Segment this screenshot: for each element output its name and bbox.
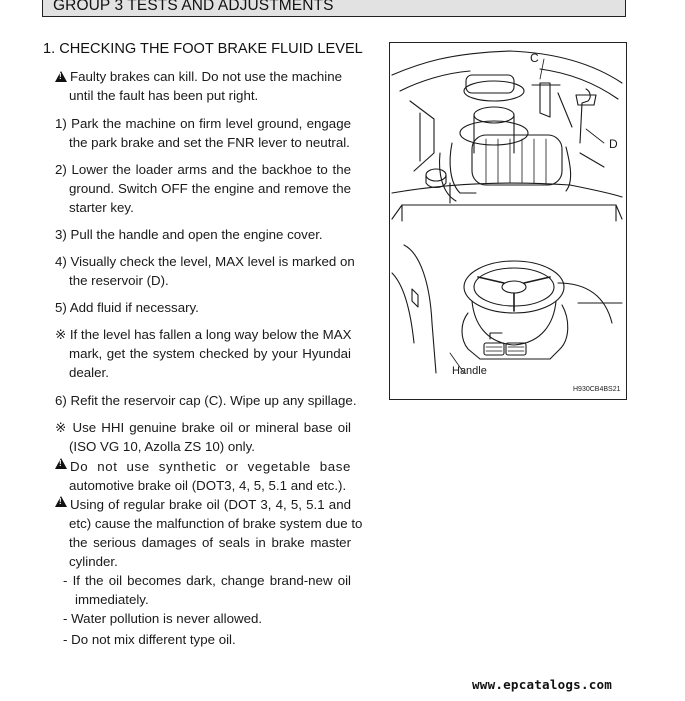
step-4-line: 4) Visually check the level, MAX level is marked on bbox=[55, 254, 355, 269]
dash-list-item: - If the oil becomes dark, change brand-new oil bbox=[63, 573, 351, 588]
step-1-line: 1) Park the machine on firm level ground, engage bbox=[55, 116, 351, 131]
warning-line: cylinder. bbox=[69, 554, 118, 569]
section-header-title: GROUP 3 TESTS AND ADJUSTMENTS bbox=[53, 0, 334, 14]
step-1-line: the park brake and set the FNR lever to neutral. bbox=[69, 135, 350, 150]
warning-triangle-icon bbox=[55, 458, 67, 469]
note-line: ※ If the level has fallen a long way below the MAX bbox=[55, 327, 352, 342]
engine-compartment-view bbox=[392, 51, 622, 221]
dash-list-item: - Do not mix different type oil. bbox=[63, 632, 236, 647]
warning-line: until the fault has been put right. bbox=[69, 88, 259, 103]
cab-floor-view bbox=[392, 245, 622, 373]
step-5-line: 5) Add fluid if necessary. bbox=[55, 300, 199, 315]
watermark-url: www.epcatalogs.com bbox=[472, 677, 613, 692]
procedure-title: 1. CHECKING THE FOOT BRAKE FLUID LEVEL bbox=[43, 41, 363, 57]
engine-bay-illustration bbox=[389, 42, 627, 400]
warning-line: automotive brake oil (DOT3, 4, 5, 5.1 and etc.). bbox=[69, 478, 347, 493]
callout-label-cap: C bbox=[530, 51, 539, 65]
dash-list-item: immediately. bbox=[75, 592, 149, 607]
warning-line: ! Do not use synthetic or vegetable base bbox=[55, 457, 351, 477]
step-3-line: 3) Pull the handle and open the engine cover. bbox=[55, 227, 323, 242]
warning-line: !Faulty brakes can kill. Do not use the machine bbox=[55, 67, 342, 87]
step-4-line: the reservoir (D). bbox=[69, 273, 169, 288]
note-line: mark, get the system checked by your Hyundai bbox=[69, 346, 351, 361]
section-header-bar bbox=[42, 0, 626, 17]
dash-list-item: - Water pollution is never allowed. bbox=[63, 611, 263, 626]
step-6-line: 6) Refit the reservoir cap (C). Wipe up any spillage. bbox=[55, 393, 357, 408]
warning-triangle-icon bbox=[55, 496, 67, 507]
warning-line: the serious damages of seals in brake master bbox=[69, 535, 351, 550]
note-line: (ISO VG 10, Azolla ZS 10) only. bbox=[69, 439, 255, 454]
figure-code: H930CB4BS21 bbox=[573, 386, 621, 393]
callout-label-reservoir: D bbox=[609, 137, 618, 151]
warning-triangle-icon bbox=[55, 71, 67, 82]
step-2-line: ground. Switch OFF the engine and remove the bbox=[69, 181, 351, 196]
step-2-line: starter key. bbox=[69, 200, 134, 215]
callout-label-handle: Handle bbox=[452, 365, 487, 377]
warning-line: etc) cause the malfunction of brake system due to bbox=[69, 516, 363, 531]
note-line: ※ Use HHI genuine brake oil or mineral base oil bbox=[55, 420, 351, 435]
warning-line: ! Using of regular brake oil (DOT 3, 4, 5, 5.1 and bbox=[55, 495, 351, 515]
note-line: dealer. bbox=[69, 365, 109, 380]
engine-bay-drawing bbox=[390, 43, 626, 399]
step-2-line: 2) Lower the loader arms and the backhoe to the bbox=[55, 162, 351, 177]
